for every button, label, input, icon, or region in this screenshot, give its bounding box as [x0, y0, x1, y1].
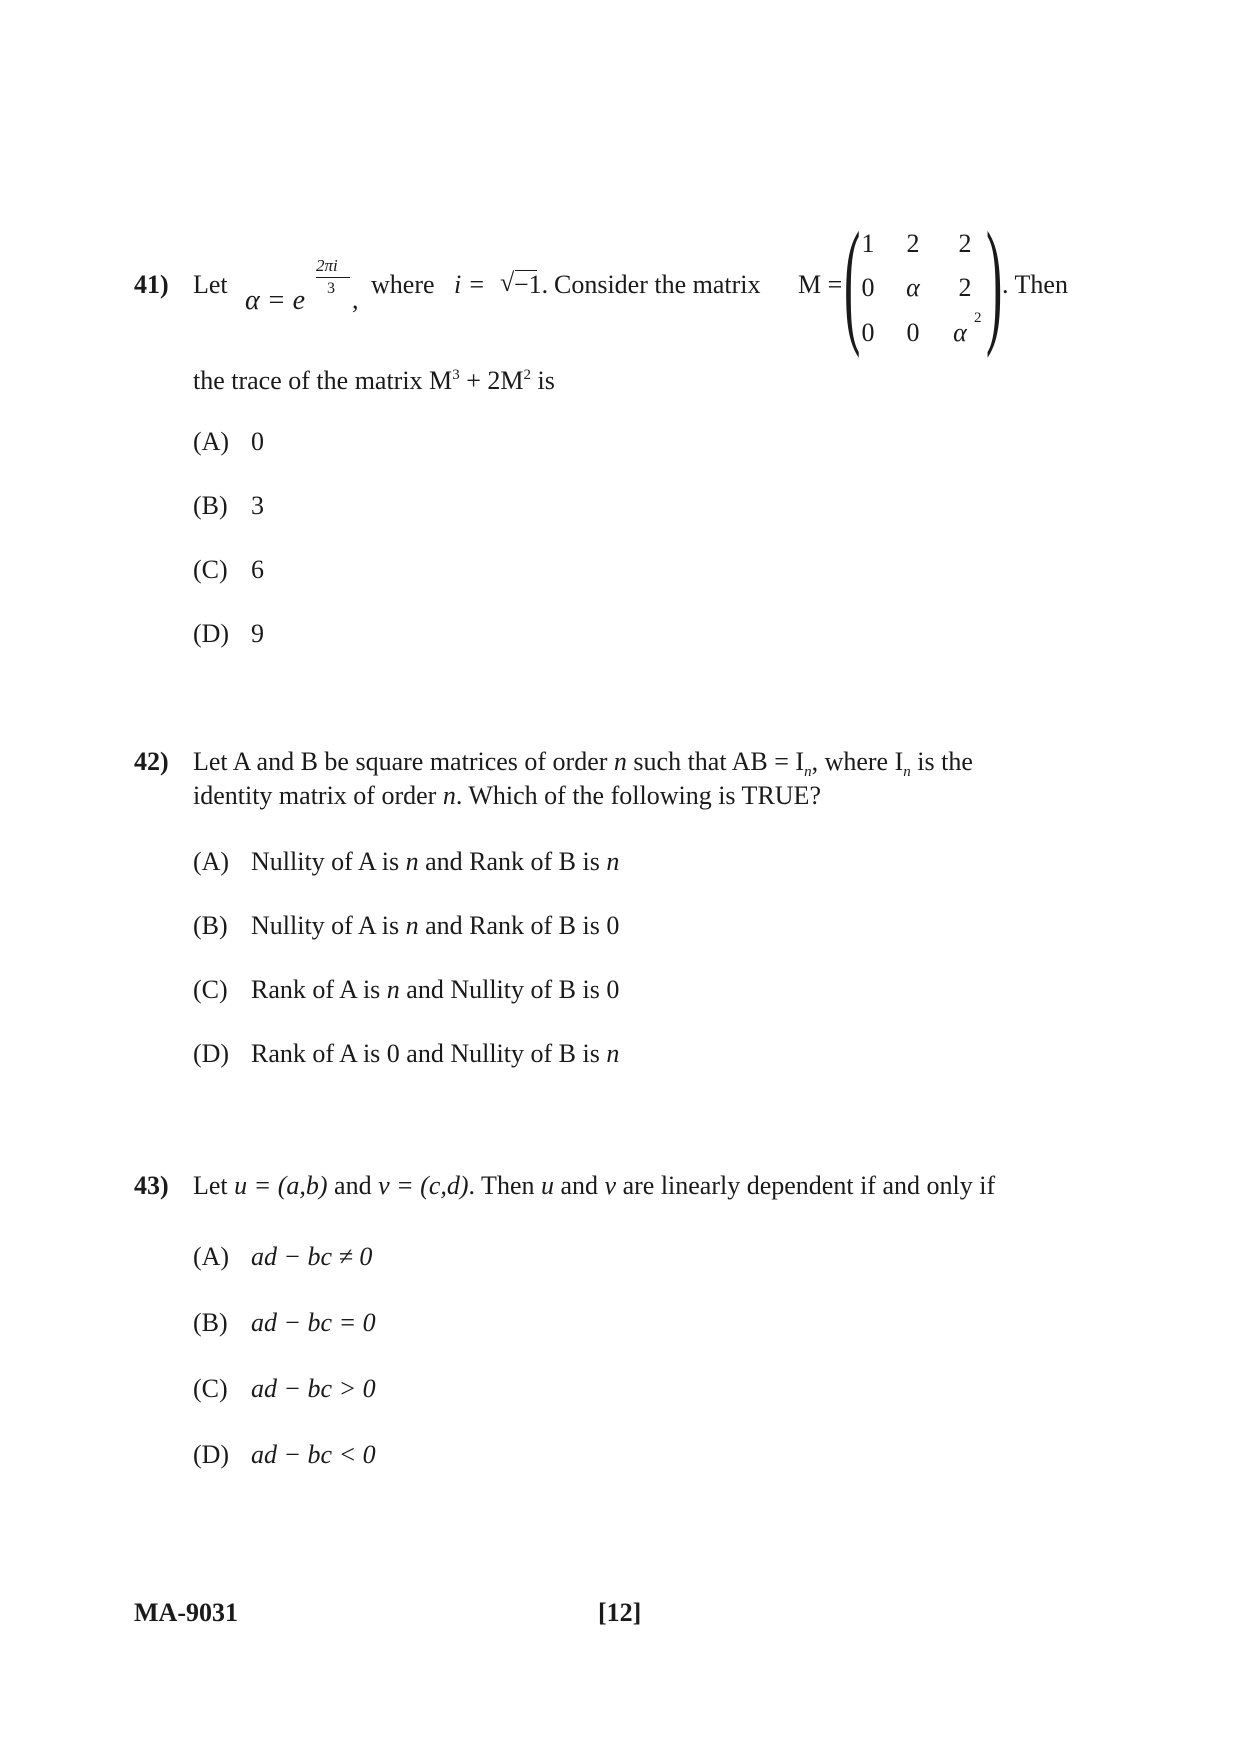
option-d[interactable]: [193, 1041, 619, 1067]
math-alpha-definition: α = e: [245, 285, 306, 316]
matrix-left-bracket: (: [844, 204, 861, 359]
superscript: 2: [523, 367, 531, 383]
variable-n: n: [613, 747, 627, 776]
question-number: 41): [134, 270, 169, 299]
option-text: Rank of A is 0 and Nullity of B is: [251, 1039, 607, 1068]
option-a[interactable]: [193, 1244, 372, 1270]
question-text: . Then: [1002, 270, 1068, 299]
matrix-cell: 0: [906, 318, 920, 347]
math-exponent-numerator: 2πi: [316, 256, 338, 275]
math-i-definition: i =: [454, 270, 486, 299]
option-text: 0: [251, 427, 264, 456]
variable-n: n: [606, 847, 620, 876]
matrix-cell: 2: [906, 229, 920, 258]
matrix-cell: 2: [958, 273, 972, 302]
math-u-definition: u = (a,b): [234, 1171, 328, 1200]
matrix-M: [844, 204, 1003, 359]
matrix-cell: 1: [861, 229, 875, 258]
comma: ,: [352, 285, 359, 314]
option-text: and Rank of B is 0: [418, 911, 620, 940]
matrix-cell: α: [953, 318, 967, 347]
option-label: (D): [193, 619, 230, 648]
text-run: and: [553, 1171, 605, 1200]
matrix-cell-exponent: 2: [974, 310, 982, 326]
option-text: and Rank of B is: [418, 847, 607, 876]
option-a[interactable]: [193, 429, 264, 455]
fraction-bar: [316, 277, 350, 278]
option-label: (C): [193, 975, 228, 1004]
text-run: and: [327, 1171, 379, 1200]
option-text: Nullity of A is: [251, 847, 406, 876]
text-run: . Which of the following is TRUE?: [455, 781, 821, 810]
option-label: (B): [193, 491, 228, 520]
option-d[interactable]: [193, 1442, 376, 1468]
option-label: (D): [193, 1039, 230, 1068]
matrix-cell: 0: [861, 318, 875, 347]
matrix-cell: α: [906, 273, 920, 302]
option-label: (C): [193, 1374, 228, 1403]
subscript: n: [804, 764, 812, 780]
option-math: ad − bc ≠ 0: [251, 1242, 373, 1271]
option-b[interactable]: [193, 493, 264, 519]
text-run: , where I: [811, 747, 904, 776]
option-text: and Nullity of B is 0: [399, 975, 620, 1004]
question-number: 42): [134, 747, 169, 776]
option-c[interactable]: [193, 1376, 376, 1402]
question-text: [193, 1173, 995, 1199]
text-run: the trace of the matrix M: [193, 366, 453, 395]
text-run: Let A and B be square matrices of order: [193, 747, 614, 776]
text-run: are linearly dependent if and only if: [616, 1171, 996, 1200]
option-c[interactable]: [193, 557, 264, 583]
variable-n: n: [442, 781, 456, 810]
question-text-line1: [193, 747, 973, 780]
variable-v: v: [604, 1171, 617, 1200]
variable-u: u: [540, 1171, 554, 1200]
question-text-line2: [193, 783, 821, 809]
variable-n: n: [405, 847, 419, 876]
option-label: (A): [193, 1242, 230, 1271]
text-run: identity matrix of order: [193, 781, 443, 810]
matrix-cell: 2: [958, 229, 972, 258]
option-label: (C): [193, 555, 228, 584]
matrix-cell: 0: [861, 273, 875, 302]
matrix-label: M =: [798, 270, 843, 299]
option-math: ad − bc > 0: [251, 1374, 376, 1403]
option-a[interactable]: [193, 849, 619, 875]
variable-n: n: [606, 1039, 620, 1068]
option-text: 9: [251, 619, 264, 648]
text-run: such that AB = I: [626, 747, 805, 776]
text-run: is the: [910, 747, 973, 776]
option-b[interactable]: [193, 1310, 376, 1336]
option-label: (B): [193, 1308, 228, 1337]
option-label: (A): [193, 427, 230, 456]
question-text-line2: [193, 368, 555, 394]
option-text: Rank of A is: [251, 975, 387, 1004]
variable-n: n: [405, 911, 419, 940]
option-label: (D): [193, 1440, 230, 1469]
paper-code: MA-9031: [134, 1598, 238, 1627]
option-math: ad − bc < 0: [251, 1440, 376, 1469]
option-label: (A): [193, 847, 230, 876]
option-text: Nullity of A is: [251, 911, 406, 940]
option-text: 6: [251, 555, 264, 584]
sqrt-sign: √: [500, 268, 515, 297]
variable-n: n: [386, 975, 400, 1004]
math-exponent-denominator: 3: [327, 280, 335, 297]
option-label: (B): [193, 911, 228, 940]
math-v-definition: v = (c,d): [378, 1171, 469, 1200]
question-text: where: [371, 270, 435, 299]
option-b[interactable]: [193, 913, 619, 939]
text-run: is: [530, 366, 555, 395]
text-run: . Then: [468, 1171, 541, 1200]
option-c[interactable]: [193, 977, 619, 1003]
question-text: Consider the matrix: [554, 270, 761, 299]
page-number: [12]: [598, 1598, 642, 1627]
text-run: + 2M: [459, 366, 524, 395]
option-math: ad − bc = 0: [251, 1308, 376, 1337]
text-run: Let: [193, 1171, 235, 1200]
option-d[interactable]: [193, 621, 264, 647]
superscript: 3: [452, 367, 460, 383]
question-text: Let: [193, 270, 228, 299]
question-number: 43): [134, 1171, 169, 1200]
subscript: n: [903, 764, 911, 780]
sqrt-argument: −1.: [514, 270, 549, 299]
matrix-right-bracket: ): [986, 204, 1003, 359]
option-text: 3: [251, 491, 264, 520]
